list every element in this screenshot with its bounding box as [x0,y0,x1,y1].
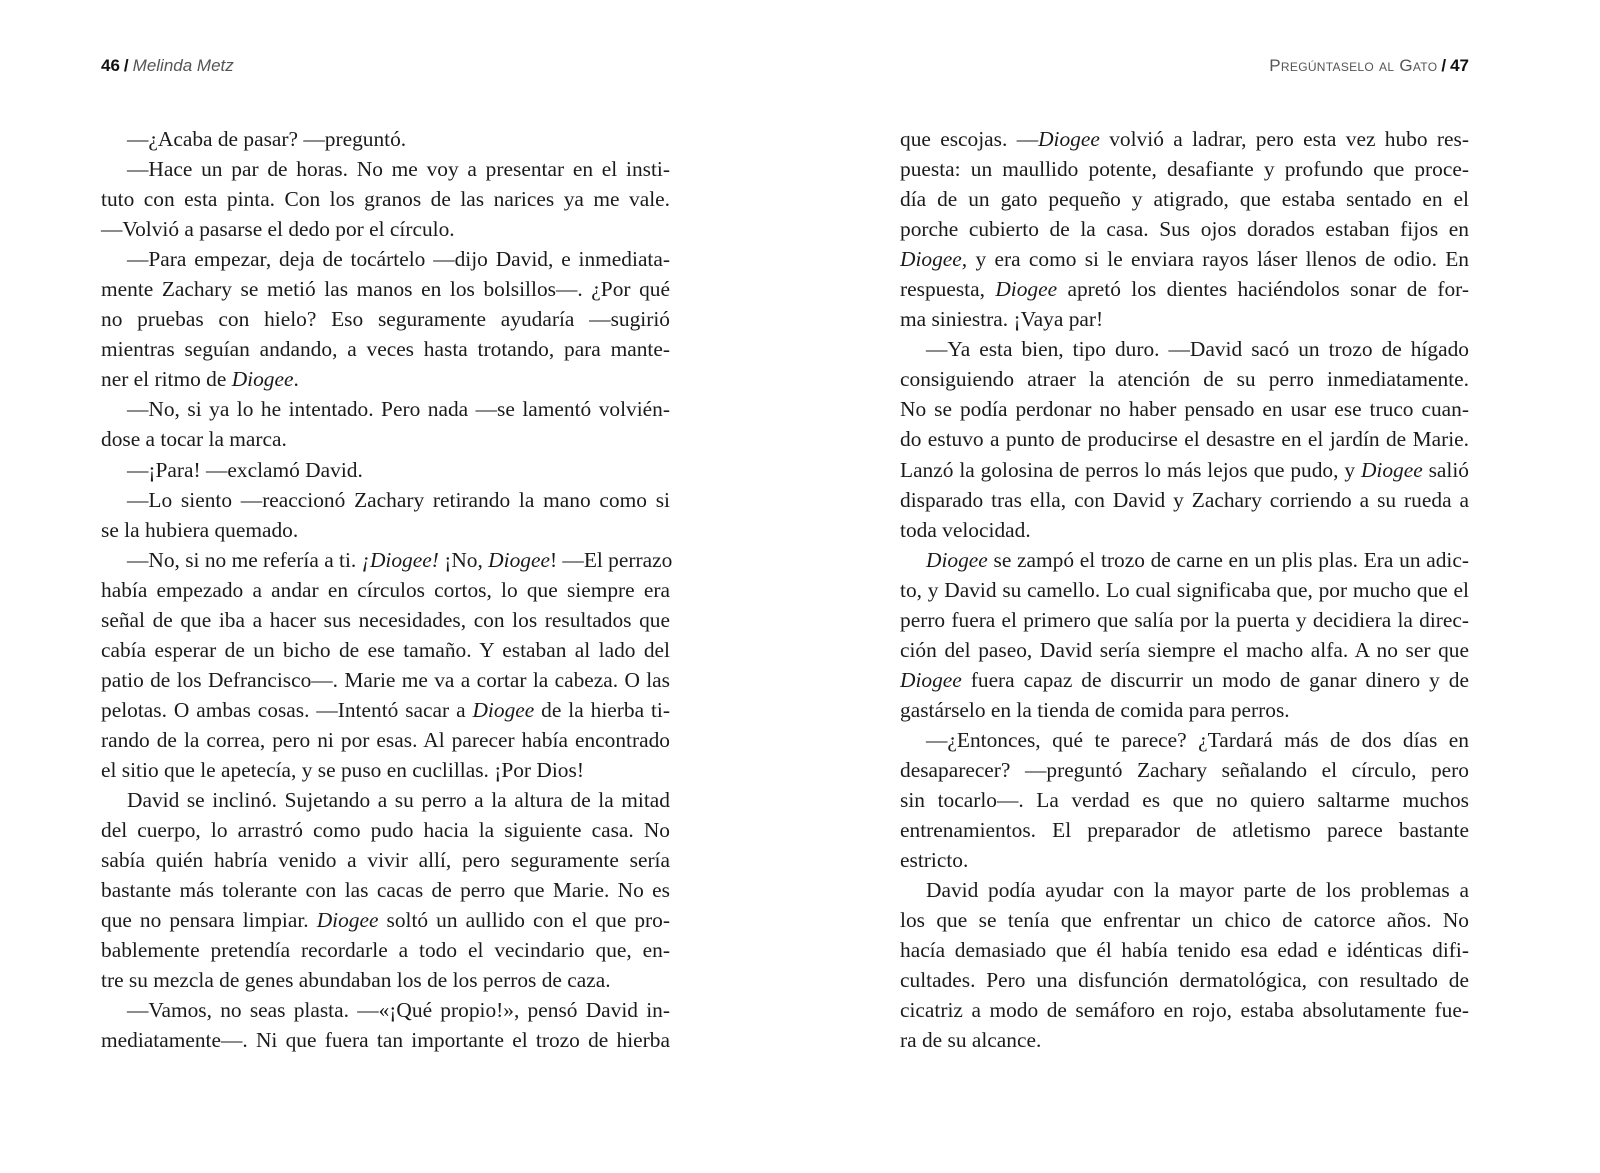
text-line: estricto. [900,848,969,873]
text-line: Diogee, y era como si le enviara rayos láser llenos de odio. En [900,247,1469,272]
text-line: ma siniestra. ¡Vaya par! [900,307,1104,332]
text-line: se la hubiera quemado. [101,517,299,542]
text-line: David se inclinó. Sujetando a su perro a la altura de la mitad [127,788,670,813]
text-line: Diogee se zampó el trozo de carne en un plis plas. Era un adic- [926,547,1469,572]
text-line: desaparecer? —preguntó Zachary señalando el círculo, pero [900,757,1469,782]
text-line: David podía ayudar con la mayor parte de los problemas a [926,878,1469,903]
text-line: cultades. Pero una disfunción dermatológica, con resultado de [900,968,1469,993]
text-line: cabía esperar de un bicho de ese tamaño. Y estaban al lado del [101,637,670,662]
text-line: —No, si ya lo he intentado. Pero nada —se lamentó volvién- [127,397,670,422]
page-number: 46 [101,56,120,75]
author-name: Melinda Metz [132,56,234,75]
text-line: respuesta, Diogee apretó los dientes haciéndolos sonar de for- [900,277,1469,302]
text-line: tuto con esta pinta. Con los granos de las narices ya me vale. [101,187,670,212]
text-line: —Para empezar, deja de tocártelo —dijo David, e inmediata- [127,247,670,272]
text-line: —No, si no me refería a ti. ¡Diogee! ¡No, Diogee! —El perrazo [127,547,673,572]
book-title: Pregúntaselo al Gato [1269,56,1438,75]
text-line: había empezado a andar en círculos cortos, lo que siempre era [101,577,670,602]
text-line: sin tocarlo—. La verdad es que no quiero saltarme muchos [900,788,1469,813]
right-running-head [1269,56,1469,76]
text-line: —Ya esta bien, tipo duro. —David sacó un trozo de hígado [926,337,1469,362]
text-line: mente Zachary se metió las manos en los bolsillos—. ¿Por qué [101,277,670,302]
text-line: consiguiendo atraer la atención de su perro inmediatamente. [900,367,1469,392]
text-line: do estuvo a punto de producirse el desastre en el jardín de Marie. [900,427,1469,452]
text-line: los que se tenía que enfrentar un chico de catorce años. No [900,908,1469,933]
text-line: dose a tocar la marca. [101,427,287,452]
text-line: mediatamente—. Ni que fuera tan importante el trozo de hierba [101,1028,670,1053]
text-line: —Vamos, no seas plasta. —«¡Qué propio!», pensó David in- [127,998,670,1023]
text-line: que no pensara limpiar. Diogee soltó un aullido con el que pro- [101,908,670,933]
text-line: bastante más tolerante con las cacas de perro que Marie. No es [101,878,670,903]
text-line: patio de los Defrancisco—. Marie me va a cortar la cabeza. O las [101,667,670,692]
text-line: ra de su alcance. [900,1028,1042,1053]
text-line: no pruebas con hielo? Eso seguramente ayudaría —sugirió [101,307,670,332]
text-line: señal de que iba a hacer sus necesidades, con los resultados que [101,607,670,632]
text-line: —¡Para! —exclamó David. [127,457,363,482]
text-line: bablemente pretendía recordarle a todo el vecindario que, en- [101,938,670,963]
header-separator: / [1441,56,1447,75]
text-line: ción del paseo, David sería siempre el macho alfa. A no ser que [900,637,1469,662]
right-body-text [900,124,1469,1055]
text-line: pelotas. O ambas cosas. —Intentó sacar a Diogee de la hierba ti- [101,697,670,722]
text-line: entrenamientos. El preparador de atletismo parece bastante [900,818,1469,843]
right-page [800,0,1600,1173]
text-line: puesta: un maullido potente, desafiante y profundo que proce- [900,157,1469,182]
text-line: —¿Acaba de pasar? —preguntó. [127,127,407,151]
text-line: porche cubierto de la casa. Sus ojos dorados estaban fijos en [900,217,1469,242]
header-separator: / [123,56,129,75]
text-line: del cuerpo, lo arrastró como pudo hacia la siguiente casa. No [101,818,670,843]
text-line: cicatriz a modo de semáforo en rojo, estaba absolutamente fue- [900,998,1469,1023]
text-line: el sitio que le apetecía, y se puso en cuclillas. ¡Por Dios! [101,757,584,782]
text-line: Lanzó la golosina de perros lo más lejos que pudo, y Diogee salió [900,457,1470,482]
text-line: —¿Entonces, qué te parece? ¿Tardará más de dos días en [926,727,1469,752]
text-line: sabía quién habría venido a vivir allí, pero seguramente sería [101,848,670,873]
text-line: toda velocidad. [900,517,1031,542]
page-number: 47 [1450,56,1469,75]
text-line: ner el ritmo de Diogee. [101,367,299,392]
left-running-head [101,56,234,76]
text-line: hacía demasiado que él había tenido esa edad e idénticas difi- [900,938,1469,963]
text-line: tre su mezcla de genes abundaban los de los perros de caza. [101,968,611,993]
text-line: —Volvió a pasarse el dedo por el círculo. [101,217,455,242]
text-line: gastárselo en la tienda de comida para perros. [900,697,1290,722]
text-line: día de un gato pequeño y atigrado, que estaba sentado en el [900,187,1469,212]
text-line: perro fuera el primero que salía por la puerta y decidiera la direc- [900,607,1469,632]
text-line: to, y David su camello. Lo cual significaba que, por mucho que el [900,577,1469,602]
text-line: No se podía perdonar no haber pensado en usar ese truco cuan- [900,397,1469,422]
text-line: mientras seguían andando, a veces hasta trotando, para mante- [101,337,670,362]
text-line: disparado tras ella, con David y Zachary corriendo a su rueda a [900,487,1469,512]
text-line: que escojas. —Diogee volvió a ladrar, pero esta vez hubo res- [900,127,1469,151]
text-line: —Lo siento —reaccionó Zachary retirando la mano como si [127,487,670,512]
left-body-text [101,124,673,1055]
text-line: —Hace un par de horas. No me voy a presentar en el insti- [127,157,670,182]
text-line: Diogee fuera capaz de discurrir un modo de ganar dinero y de [900,667,1469,692]
text-line: rando de la correa, pero ni por esas. Al parecer había encontrado [101,727,670,752]
